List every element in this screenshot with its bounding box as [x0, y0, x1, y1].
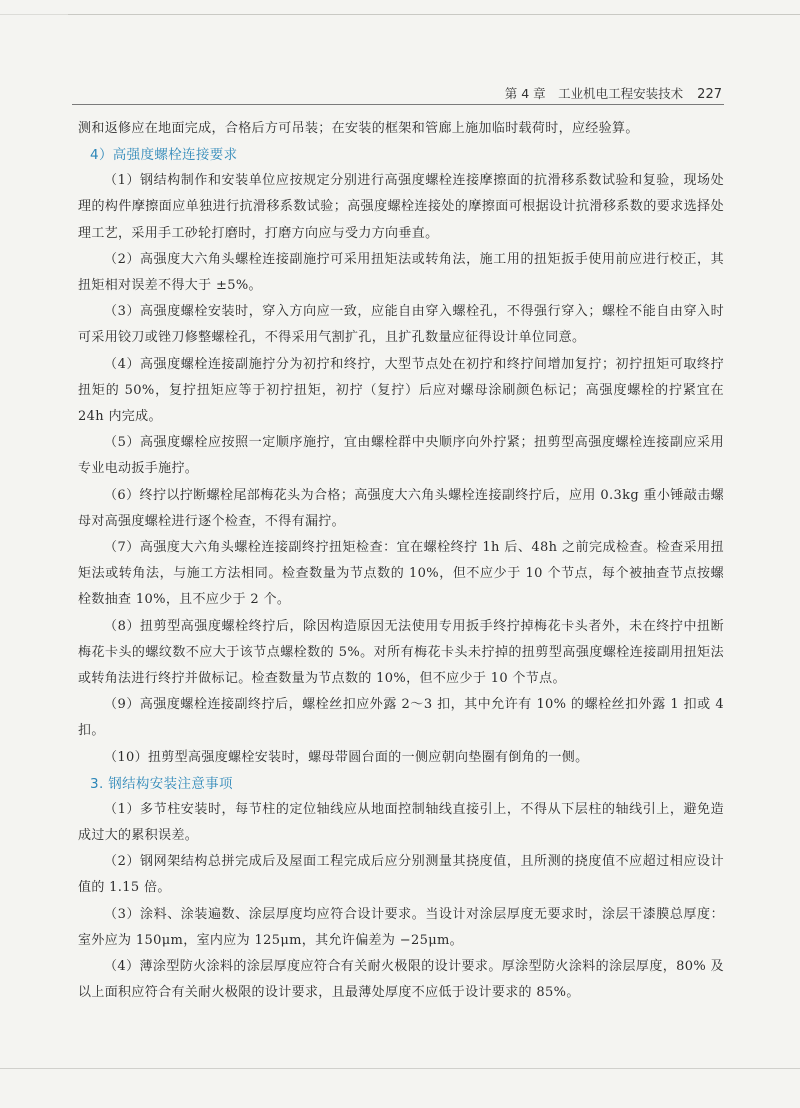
header-rule [72, 104, 724, 105]
paragraph: （10）扭剪型高强度螺栓安装时，螺母带圆台面的一侧应朝向垫圈有倒角的一侧。 [104, 749, 589, 765]
section-heading-bolt-requirements: 4）高强度螺栓连接要求 [90, 147, 238, 164]
paragraph: （2）钢网架结构总拼完成后及屋面工程完成后应分别测量其挠度值，且所测的挠度值不应超过相应设计值的 1.15 倍。 [78, 854, 724, 896]
section-heading-installation-notes: 3. 钢结构安装注意事项 [90, 775, 233, 792]
paragraph: （2）高强度大六角头螺栓连接副施拧可采用扭矩法或转角法，施工用的扭矩扳手使用前应进行校正，其扭矩相对误差不得大于 ±5%。 [78, 251, 724, 294]
running-header [0, 84, 722, 106]
paragraph: （1）多节柱安装时，每节柱的定位轴线应从地面控制轴线直接引上，不得从下层柱的轴线引上，避免造成过大的累积误差。 [78, 801, 724, 844]
chapter-title: 第 4 章 工业机电工程安装技术 [504, 86, 684, 101]
paragraph: （9）高强度螺栓连接副终拧后，螺栓丝扣应外露 2～3 扣，其中允许有 10% 的螺栓丝扣外露 1 扣或 4 扣。 [78, 697, 724, 739]
paragraph: （5）高强度螺栓应按照一定顺序施拧，宜由螺栓群中央顺序向外拧紧；扭剪型高强度螺栓连接副应采用专业电动扳手施拧。 [78, 435, 724, 477]
paragraph: （7）高强度大六角头螺栓连接副终拧扭矩检查：宜在螺栓终拧 1h 后、48h 之前完成检查。检查采用扭矩法或转角法，与施工方法相同。检查数量为节点数的 10%，但不应少于 10 个节点，每个被抽查节点按螺栓数抽查 10%，且不应少于 2 个。 [78, 540, 724, 608]
paragraph: （3）涂料、涂装遍数、涂层厚度均应符合设计要求。当设计对涂层厚度无要求时，涂层干漆膜总厚度：室外应为 150μm，室内应为 125μm，其允许偏差为 −25μm。 [78, 906, 724, 948]
paragraph-continuation: 测和返修应在地面完成，合格后方可吊装；在安装的框架和管廊上施加临时载荷时，应经验算。 [78, 121, 639, 136]
scan-bottom-edge [0, 1068, 800, 1069]
paragraph: （1）钢结构制作和安装单位应按规定分别进行高强度螺栓连接摩擦面的抗滑移系数试验和复验，现场处理的构件摩擦面应单独进行抗滑移系数试验；高强度螺栓连接处的摩擦面可根据设计抗滑移系数的要求选择处理工艺，采用手工砂轮打磨时，打磨方向应与受力方向垂直。 [78, 173, 724, 241]
paragraph: （3）高强度螺栓安装时，穿入方向应一致，应能自由穿入螺栓孔，不得强行穿入；螺栓不能自由穿入时可采用铰刀或锉刀修整螺栓孔，不得采用气割扩孔，且扩孔数量应征得设计单位同意。 [78, 304, 724, 346]
paragraph: （6）终拧以拧断螺栓尾部梅花头为合格；高强度大六角头螺栓连接副终拧后，应用 0.3kg 重小锤敲击螺母对高强度螺栓进行逐个检查，不得有漏拧。 [78, 487, 724, 529]
body-text [78, 116, 724, 1007]
page-number: 227 [697, 87, 722, 102]
scan-top-edge-left [0, 14, 68, 15]
paragraph: （4）高强度螺栓连接副施拧分为初拧和终拧，大型节点处在初拧和终拧间增加复拧；初拧扭矩可取终拧扭矩的 50%，复拧扭矩应等于初拧扭矩，初拧（复拧）后应对螺母涂刷颜色标记；高强度螺栓的拧紧宜在 24h 内完成。 [78, 356, 724, 425]
paragraph: （4）薄涂型防火涂料的涂层厚度应符合有关耐火极限的设计要求。厚涂型防火涂料的涂层厚度，80% 及以上面积应符合有关耐火极限的设计要求，且最薄处厚度不应低于设计要求的 85%。 [78, 959, 724, 1001]
paragraph: （8）扭剪型高强度螺栓终拧后，除因构造原因无法使用专用扳手终拧掉梅花卡头者外，未在终拧中扭断梅花卡头的螺纹数不应大于该节点螺栓数的 5%。对所有梅花卡头未拧掉的扭剪型高强度螺栓连接副用扭矩法或转角法进行终拧并做标记。检查数量为节点数的 10%，但不应少于 10 个节点。 [78, 618, 724, 687]
scan-top-edge [68, 14, 800, 15]
